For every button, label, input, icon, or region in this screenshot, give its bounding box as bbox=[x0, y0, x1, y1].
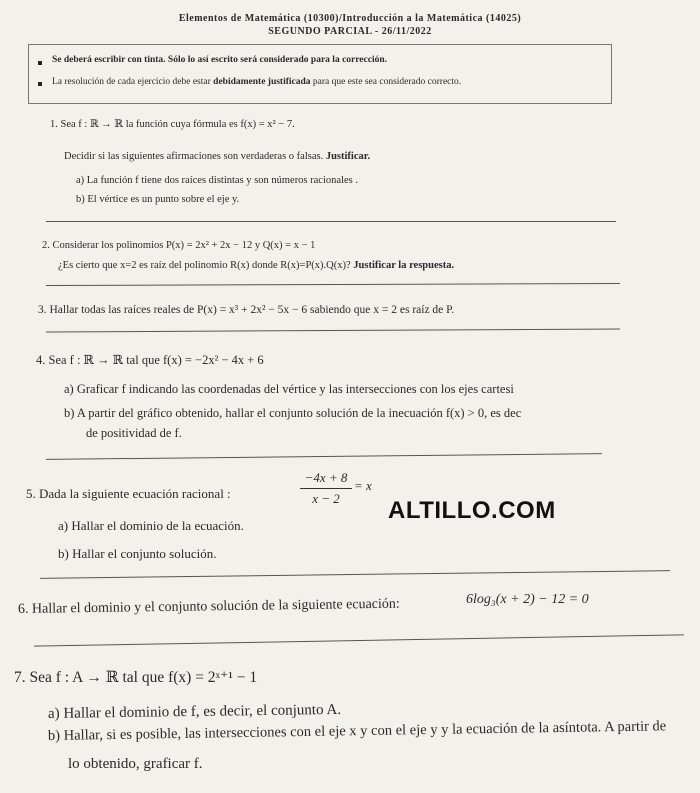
q7-item-a: a) Hallar el dominio de f, es decir, el conjunto A. bbox=[47, 701, 342, 722]
bullet-icon bbox=[38, 61, 42, 65]
exam-header-course: Elementos de Matemática (10300)/Introducción a la Matemática (14025) bbox=[178, 13, 522, 24]
q6-equation: 6log₃(x + 2) − 12 = 0 bbox=[466, 592, 589, 607]
bullet-icon bbox=[38, 82, 42, 86]
q1-instruction: Decidir si las siguientes afirmaciones son verdaderas o falsas. Justificar. bbox=[64, 151, 371, 162]
q1-item-b: b) El vértice es un punto sobre el eje y. bbox=[76, 194, 240, 205]
separator bbox=[46, 328, 620, 332]
separator bbox=[46, 453, 602, 460]
q1-item-a: a) La función f tiene dos raíces distintas y son números racionales . bbox=[76, 175, 358, 186]
fraction-denominator: x − 2 bbox=[312, 491, 340, 506]
q4-stem: 4. Sea f : ℝ → ℝ tal que f(x) = −2x² − 4x + 6 bbox=[36, 353, 264, 367]
q5-item-a: a) Hallar el dominio de la ecuación. bbox=[58, 518, 244, 533]
q2-stem: 2. Considerar los polinomios P(x) = 2x² + 2x − 12 y Q(x) = x − 1 bbox=[42, 240, 316, 251]
q5-stem: 5. Dada la siguiente ecuación racional : bbox=[26, 486, 231, 501]
fraction-numerator: −4x + 8 bbox=[304, 470, 348, 485]
separator bbox=[46, 221, 616, 222]
q7-item-b-cont: lo obtenido, graficar f. bbox=[68, 756, 203, 772]
q3-stem: 3. Hallar todas las raíces reales de P(x) = x³ + 2x² − 5x − 6 sabiendo que x = 2 es raíz de P. bbox=[38, 304, 455, 316]
instructions-box bbox=[28, 44, 612, 104]
fraction-bar bbox=[300, 488, 352, 489]
q5-item-b: b) Hallar el conjunto solución. bbox=[58, 546, 217, 561]
q7-stem: 7. Sea f : A → ℝ tal que f(x) = 2ˣ⁺¹ − 1 bbox=[14, 669, 258, 686]
q4-item-b-cont: de positividad de f. bbox=[86, 426, 182, 440]
q6-stem: 6. Hallar el dominio y el conjunto solución de la siguiente ecuación: bbox=[17, 596, 400, 617]
q4-item-b: b) A partir del gráfico obtenido, hallar el conjunto solución de la inecuación f(x) > 0, es dec bbox=[64, 406, 522, 420]
watermark: ALTILLO.COM bbox=[388, 497, 556, 524]
exam-header-title: SEGUNDO PARCIAL - 26/11/2022 bbox=[268, 26, 432, 37]
instruction-ink: Se deberá escribir con tinta. Sólo lo así escrito será considerado para la corrección. bbox=[52, 55, 388, 65]
q7-item-b: b) Hallar, si es posible, las intersecciones con el eje x y con el eje y y la ecuación de la asíntota. A partir de bbox=[47, 718, 667, 744]
separator bbox=[40, 570, 670, 579]
q1-stem: 1. Sea f : ℝ → ℝ la función cuya fórmula es f(x) = x² − 7. bbox=[50, 119, 295, 130]
rational-fraction bbox=[300, 470, 352, 507]
q2-question: ¿Es cierto que x=2 es raíz del polinomio R(x) donde R(x)=P(x).Q(x)? Justificar la respuesta. bbox=[58, 260, 455, 271]
q4-item-a: a) Graficar f indicando las coordenadas del vértice y las intersecciones con los ejes cartesi bbox=[64, 382, 514, 396]
separator bbox=[34, 634, 684, 646]
equation-rhs: = x bbox=[354, 478, 372, 493]
instruction-justify: La resolución de cada ejercicio debe estar debidamente justificada para que este sea considerado correcto. bbox=[52, 77, 462, 87]
separator bbox=[46, 283, 620, 286]
